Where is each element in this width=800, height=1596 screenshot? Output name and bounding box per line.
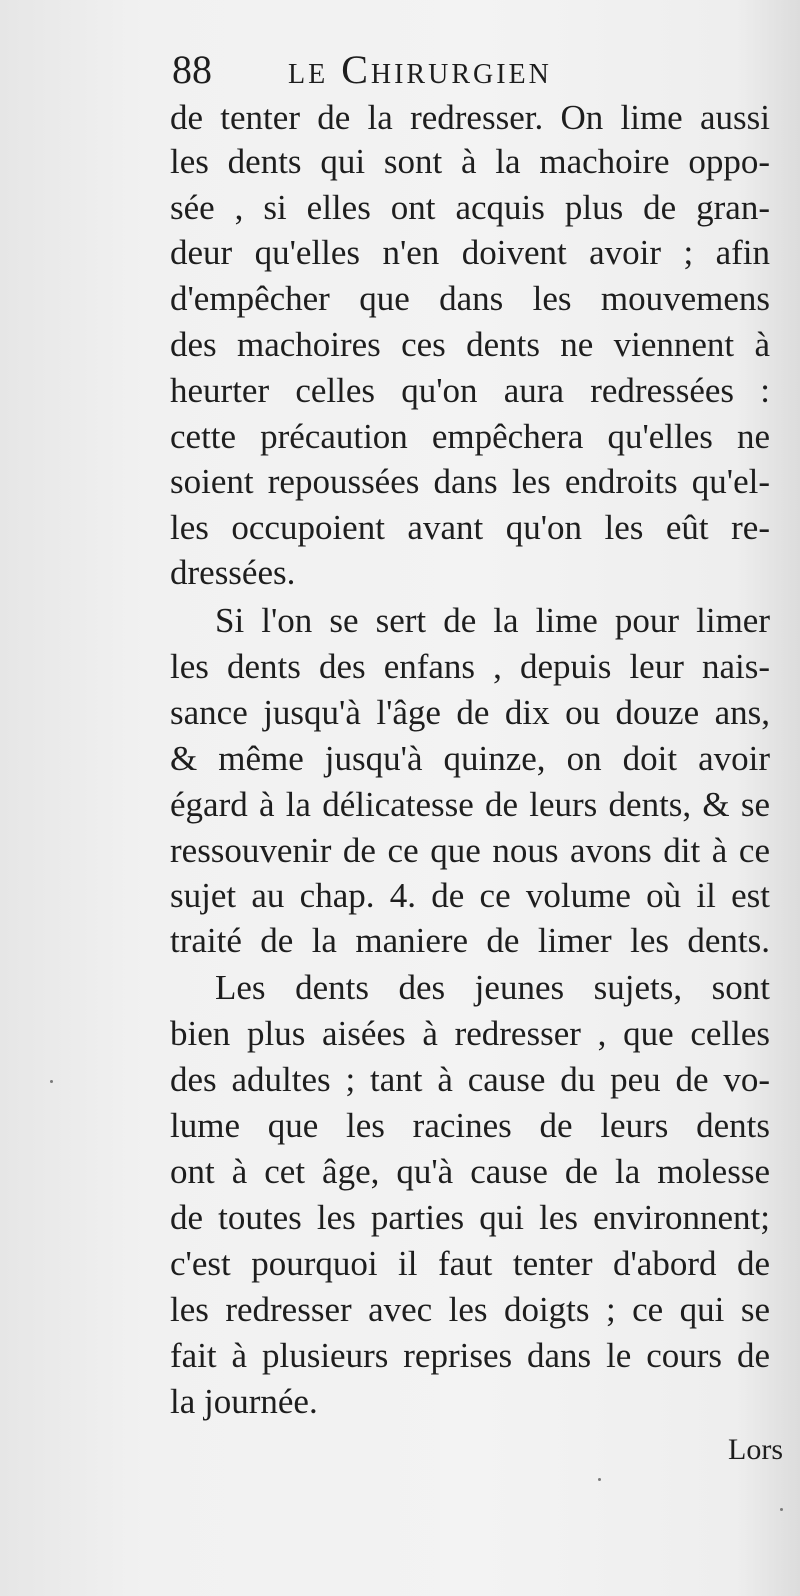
ink-speck: [598, 1478, 601, 1481]
text-line: de toutes les parties qui les environnent;: [170, 1198, 770, 1237]
running-title: le Chirurgien: [288, 47, 552, 92]
text-line: des adultes ; tant à cause du peu de vo-: [170, 1060, 770, 1099]
ink-speck: [50, 1080, 53, 1083]
text-line: traité de la maniere de limer les dents.: [170, 921, 770, 960]
text-line: soient repoussées dans les endroits qu'el-: [170, 462, 770, 501]
text-line: ont à cet âge, qu'à cause de la molesse: [170, 1152, 770, 1191]
paragraph-first-line: Si l'on se sert de la lime pour limer: [215, 601, 770, 640]
text-line: c'est pourquoi il faut tenter d'abord de: [170, 1244, 770, 1283]
text-line: les occupoient avant qu'on les eût re-: [170, 508, 770, 547]
text-line: lume que les racines de leurs dents: [170, 1106, 770, 1145]
text-line: & même jusqu'à quinze, on doit avoir: [170, 739, 770, 778]
catchword: Lors: [728, 1433, 783, 1466]
text-line: égard à la délicatesse de leurs dents, & se: [170, 785, 770, 824]
text-line: la journée.: [170, 1382, 318, 1421]
page-number: 88: [172, 47, 212, 92]
paragraph-first-line: Les dents des jeunes sujets, sont: [215, 968, 770, 1007]
ink-speck: [780, 1508, 783, 1511]
text-line: ressouvenir de ce que nous avons dit à ce: [170, 831, 770, 870]
text-line: fait à plusieurs reprises dans le cours de: [170, 1336, 770, 1375]
text-line: heurter celles qu'on aura redressées :: [170, 371, 770, 410]
text-line: de tenter de la redresser. On lime aussi: [170, 98, 770, 137]
text-line: sujet au chap. 4. de ce volume où il est: [170, 876, 770, 915]
text-line: les redresser avec les doigts ; ce qui se: [170, 1290, 770, 1329]
text-line: cette précaution empêchera qu'elles ne: [170, 417, 770, 456]
text-line: des machoires ces dents ne viennent à: [170, 325, 770, 364]
text-line: les dents qui sont à la machoire oppo-: [170, 142, 770, 181]
text-line: sance jusqu'à l'âge de dix ou douze ans,: [170, 693, 770, 732]
text-line: d'empêcher que dans les mouvemens: [170, 279, 770, 318]
text-line: bien plus aisées à redresser , que celles: [170, 1014, 770, 1053]
text-line: sée , si elles ont acquis plus de gran-: [170, 188, 770, 227]
text-line: deur qu'elles n'en doivent avoir ; afin: [170, 233, 770, 272]
text-line: les dents des enfans , depuis leur nais-: [170, 647, 770, 686]
text-line: dressées.: [170, 553, 296, 592]
